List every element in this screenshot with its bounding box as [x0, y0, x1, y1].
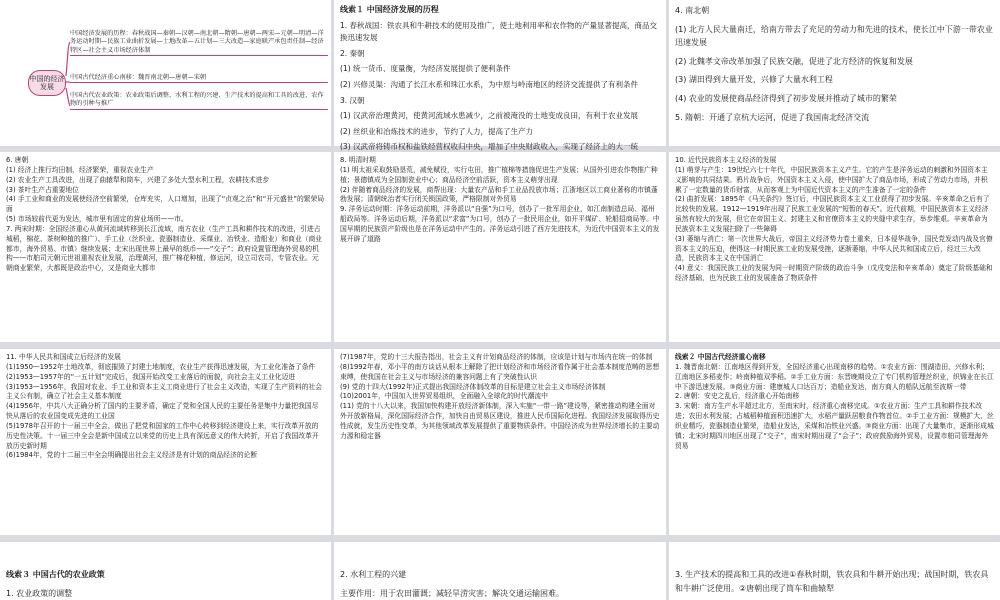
text-line: (11) 党的十八大以来，我国加快构建开放经济新体制，深入实施“一带一路”建设等，紧密推动构建全面对外开放新格局，深化国际经济合作，加快自由贸易区建设，推进人民币国际化进程。我国经济发展取得历史性成就，发生历史性变革，为其他领域改革发展提供了重要物质条件。中国经济成为世界经济增长的主要动力源和稳定器: [340, 402, 660, 440]
text-line: (3) 茶叶生产占重要地位: [6, 185, 79, 194]
mindmap-branch-history: 中国经济发展的历程：春秋战国—秦朝—汉朝—南北朝—隋朝—唐朝—两宋—元朝—明清—洋务运动时期—民族工业曲折发展—土地改革—五计划—三大改造—家庭联产承包责任制—经济特区—社会主义市场经济体制: [70, 30, 328, 56]
text-line: (4) 农业的发展使商品经济得到了初步发展并推动了城市的繁荣: [675, 93, 897, 103]
text-line: (4) 手工业和商业的发展使经济空前繁荣，仓库充实，人口增加，出现了“贞观之治”和“开元盛世”的繁荣局面: [6, 195, 325, 214]
text-line: (1) 萌芽与产生：19世纪六七十年代，中国民族资本主义产生。它的产生是洋务运动的刺激和外国资本主义影响的共同结果。鸦片战争后，外国资本主义入侵，使中国扩大了商品市场，形成了劳动力市场，并积累了一定数量的货币财富，从而客观上为中国近代资本主义的产生准备了一定的条件: [675, 165, 988, 194]
slide-clue1[interactable]: [334, 0, 666, 152]
slide-northern-southern[interactable]: [669, 0, 1000, 146]
text-line: 1. 春秋战国：铁农具和牛耕技术的使用及推广，使土地利用率和农作物的产量显著提高，商品交换迅速发展: [340, 21, 658, 43]
text-line: (1) 北方人民大量南迁，给南方带去了充足的劳动力和先进的技术，使长江中下游一带农业迅速发展: [675, 24, 993, 48]
text-line: (9) 党的十四大(1992年)正式提出我国经济体制改革的目标是建立社会主义市场经济体制: [340, 382, 606, 391]
text-line: 1. 魏晋南北朝：江南地区得到开发，全国经济重心出现南移的趋势。①农业方面：围湖造田，兴修水利；江南地区多稻麦作；岭南种植双季稻。②手工业方面：东晋晚期设立了专门机构管理丝织业，织锦业在长江中下游迅速发展。③商业方面：建康城人口达百万；造船业发达，南方商人的船队远航至波斯一带: [675, 362, 994, 391]
slide-title: 线索３ 中国古代的农业政策: [6, 570, 105, 579]
slide-ming-qing[interactable]: [334, 152, 666, 342]
mindmap: [6, 4, 325, 142]
text-line: 主要作用：用于农田灌溉；减轻旱涝灾害；解决交通运输困难。: [340, 588, 564, 598]
text-line: (4) 意义：我国民族工业的发展为同一时期资产阶级的政治斗争（戊戌变法和辛亥革命）奠定了阶级基础和经济基础，也为民族工业的发展准备了物质条件: [675, 264, 993, 283]
text-line: (10)2001年，中国加入世界贸易组织，全面融入全球化的时代潮流中: [340, 392, 548, 401]
text-line: (1) 明太祖采取鼓励垦荒，减免赋役，实行屯田，推广植棉等措施促进生产发展；从国外引进农作物推广种植；景德镇成为全国制瓷业中心；商品经济空前活跃，资本主义萌芽出现: [340, 165, 658, 184]
text-line: 10. 近代民族资本主义经济的发展: [675, 156, 777, 164]
text-line: (2) 北魏孝文帝改革加强了民族交融，促进了北方经济的恢复和发展: [675, 56, 913, 66]
text-line: (3)1953—1956年，我国对农业、手工业和资本主义工商业进行了社会主义改造，实现了生产资料的社会主义公有制，确立了社会主义基本制度: [6, 382, 323, 401]
slide-mindmap[interactable]: [0, 0, 331, 146]
text-line: (1) 经济上推行均田制，经济繁荣，重视农业生产: [6, 165, 154, 174]
slide-title: 线索１ 中国经济发展的历程: [340, 5, 439, 14]
slide-clue2[interactable]: [669, 349, 1000, 535]
text-line: (1) 汉武帝治理黄河，使黄河流域水患减少，之前被淹没的土地变成良田，有利于农业发展: [340, 111, 639, 121]
text-line: 3. 生产技术的提高和工具的改进①春秋时期，铁农具和牛耕开始出现；战国时期，铁农具和牛耕广泛使用。②唐朝出现了筒车和曲辕犁: [675, 570, 989, 593]
text-line: (3) 汉武帝将铸币权和盐铁经营权收归中央，增加了中央财政收入，实现了经济上的大一统: [340, 142, 639, 152]
mindmap-branch-agri-policy: 中国古代农业政策：农业政策后调整、水利工程的兴建、生产技术的提高和工具的改进、农作物的引种与推广: [70, 92, 328, 110]
text-line: 3. 汉朝: [340, 95, 365, 105]
text-line: 2. 水利工程的兴建: [340, 570, 407, 579]
text-line: (1)1950—1952年土地改革，彻底摧毁了封建土地制度，农业生产获得迅速发展，为工业化准备了条件: [6, 362, 316, 371]
text-line: 3. 宋朝：南方生产水平超过北方，至南宋时，经济重心南移完成。①农业方面：生产工具和耕作技术改进；农田水利发展；占城稻种植面积迅速扩大，水稻产量跃居粮食作物首位。②手工业方面：规模扩大，丝织业精巧，瓷器制造业繁荣，造船业发达，采煤和冶铁业兴盛。③商业方面：出现了大量集市，逐渐形成城镇；北宋时期四川地区出现了“交子”，南宋时期出现了“会子”；政府鼓励海外贸易，设置市舶司管理海外贸易: [675, 402, 994, 450]
text-line: 11. 中华人民共和国成立后经济的发展: [6, 353, 121, 361]
text-line: (2) 伴随着商品经济的发展，商帮出现：大量农产品和手工业品投放市场；江浙地区以工商业著称的市镇蓬勃发展；清朝统治者实行闭关锁国政策，严格限制对外贸易: [340, 185, 658, 204]
text-line: 5. 隋朝：开通了京杭大运河，促进了我国南北经济交流: [675, 112, 870, 122]
text-line: 1. 农业政策的调整: [6, 588, 73, 598]
text-line: (1) 统一货币、度量衡，为经济发展提供了便利条件: [340, 64, 511, 74]
slide-tech-tools[interactable]: [669, 542, 1000, 600]
slide-prc[interactable]: [0, 349, 331, 535]
text-line: 7. 两宋时期：全国经济重心从黄河流域转移到长江流域，南方农业（生产工具和耕作技术的改进，引进占城稻，棉花、茶树种植的推广）、手工业（丝织业、瓷器制造业、采煤业、冶铁业、造船业）和商业（商业都市，海外贸易、市镇）继续发展；北宋出现世界上最早的纸币——“交子”；政府设置管理海外贸易的机构——市舶司元朝元世祖重视农业发展，治理黄河，推广棉花种植，修运河，设立司农司，专管农业。元朝商业繁荣，大都既是政治中心，又是商业大都市: [6, 224, 323, 273]
text-line: 8. 明清时期: [340, 156, 376, 164]
text-line: (2) 丝织业和冶炼技术的进步，节约了人力，提高了生产力: [340, 126, 534, 136]
text-line: (2)1953—1957年的“一五计划”完成后，我国开始改变工业落后的面貌，向社会主义工业化迈进: [6, 372, 296, 381]
text-line: (8)1992年春，邓小平的南方谈话从根本上解除了把计划经济和市场经济看作属于社会基本制度范畴的思想束缚，使我国在社会主义与市场经济的兼容问题上有了突破性认识: [340, 362, 660, 381]
text-line: 6. 唐朝: [6, 156, 29, 164]
text-line: 2. 秦朝: [340, 48, 365, 58]
mindmap-branch-south-shift: 中国古代经济重心南移：魏晋南北朝—唐朝—宋朝: [70, 74, 328, 83]
slide-tang[interactable]: [0, 152, 331, 342]
slide-reform[interactable]: [334, 349, 666, 535]
text-line: 9. 洋务运动时期：洋务运动前期，洋务派以“自强”为口号，创办了一批军用企业，如江南制造总局、福州船政局等。洋务运动后期，洋务派以“求富”为口号，创办了一批民用企业，如开平煤矿、轮船招商局等。中国早期的民族资产阶级也是在洋务运动中产生的。洋务运动引进了西方先进技术，为近代中国资本主义的发展开辟了道路: [340, 205, 660, 243]
slide-modern-capitalism[interactable]: [669, 152, 1000, 342]
slide-clue3[interactable]: [0, 542, 331, 600]
text-line: (5)1978年召开的十一届三中全会，做出了把党和国家的工作中心转移到经济建设上来，实行改革开放的历史性决策。十一届三中全会是新中国成立以来党的历史上具有深远意义的伟大转折，开启了我国改革开放历史新时期: [6, 421, 319, 450]
text-line: 4. 南北朝: [675, 6, 710, 15]
mindmap-root: 中国的经济发展: [28, 70, 66, 96]
slide-title: 线索２ 中国古代经济重心南移: [675, 353, 766, 361]
text-line: (2) 农业生产工具改进，出现了曲辕犁和筒车，兴建了多处大型水利工程，农耕技术进步: [6, 175, 270, 184]
text-line: (3) 萎缩与消亡：第一次世界大战后，帝国主义经济势力卷土重来，日本侵华战争，国民党发动内战及官僚资本主义的压迫，使得这一时期民族工业的发展受挫，逐渐萎缩，中华人民共和国成立后，经过三大改造，民族资本主义在中国消亡: [675, 234, 993, 263]
text-line: (2) 兴修灵渠：沟通了长江水系和珠江水系，为中原与岭南地区的经济交流提供了有利条件: [340, 79, 639, 89]
text-line: (7)1987年，党的十三大报告指出，社会主义有计划商品经济的体制，应该是计划与市场内在统一的体制: [340, 353, 653, 361]
text-line: (4)1956年，中共八大正确分析了国内的主要矛盾，确定了党和全国人民的主要任务是集中力量把我国尽快从落后的农业国变成先进的工业国: [6, 402, 319, 421]
text-line: (2) 曲折发展：1895年《马关条约》签订后，中国民族资本主义工业获得了初步发展。辛亥革命之后有了比较快的发展。1912—1919年出现了民族工业发展的“短暂的春天”。近代前期，中国民族资本主义经济虽然有较大的发展，但它在帝国主义、封建主义和官僚资本主义的夹缝中求生存，举步维艰。辛亥革命为民族资本主义发展扫除了一些障碍: [675, 195, 990, 233]
text-line: (3) 湖田得到大量开发，兴修了大量水利工程: [675, 75, 833, 85]
text-line: 2. 唐朝：安史之乱后，经济重心开始南移: [675, 392, 800, 401]
slide-water-projects[interactable]: [334, 542, 666, 600]
text-line: (5) 市场较前代更为发达，城市里有固定的营业场所——市。: [6, 215, 188, 224]
text-line: (6)1984年，党的十二届三中全会明确提出社会主义经济是有计划的商品经济的论断: [6, 451, 258, 460]
